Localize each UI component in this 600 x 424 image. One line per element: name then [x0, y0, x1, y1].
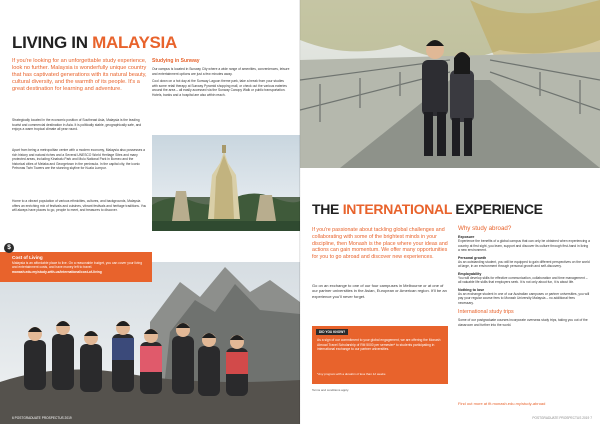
reason-title: Employability: [458, 271, 482, 276]
terms-note: Terms and conditions apply.: [312, 388, 349, 392]
sunway-paragraph-1: Our campus is located in Sunway City where a wide range of amenities, conveniences, leisure and entertainment options are just a few minutes away.: [152, 67, 290, 76]
cost-of-living-link[interactable]: monash.edu.my/study-with-us/international/cost-of-living: [12, 269, 102, 274]
reason-item: [458, 272, 590, 285]
sunway-paragraph-2: Cool down on a hot day at the Sunway Lagoon theme park, take a break from your studies with some retail therapy at Sunway Pyramid shopping mall, or check out the various eateries around the area – all easily accessed via the Sunway Canopy Walk or public transportation. Hotels, banks and a hospital are also within reach.: [152, 79, 287, 97]
students-bridge-photo: [300, 0, 600, 168]
reason-text: As an outstanding student, you will be equipped to gain different perspectives on the world at large, in an environment through personal growth and self-discovery.: [458, 259, 590, 268]
right-page: [300, 0, 600, 424]
dollar-icon: $: [4, 243, 14, 253]
reason-title: Exposure: [458, 235, 475, 239]
reason-title: Personal growth: [458, 255, 487, 260]
students-group-photo: [0, 262, 300, 424]
reason-item: [458, 288, 590, 306]
left-page-title: LIVING IN MALAYSIA: [12, 33, 177, 52]
left-body-paragraph-2: Apart from being a metropolitan centre with a modern economy, Malaysia also possesses a rich history and natural riches and a Several UNESCO World Heritage Sites and many protected areas, including Kinabalu Park and Mulu National Park in Borneo and the historical cities of Melaka and Georgetown in the peninsula. In the capital city, the iconic Petronas Twin Towers are the stunning skyline for Kuala Lumpur.: [12, 148, 145, 171]
left-page-folio: 6 POSTGRADUATE PROSPECTUS 2019: [12, 416, 72, 420]
reason-item: [458, 235, 590, 253]
sunway-heading: Studying in Sunway: [152, 58, 200, 64]
reason-text: As an exchange student in one of our Australian campuses or partner universities, you will pay your regular course fees to Monash University Malaysia – no additional fees necessary.: [458, 291, 590, 305]
sunway-resort-photo: [152, 135, 300, 231]
sunway-section: [152, 58, 290, 98]
did-you-know-text: As a sign of our commitment to your global engagement, we are offering the Monash Abroad Travel Scholarship of RM 5000 per semester* to students participating in international exchange to our partner universities.: [317, 338, 441, 351]
reason-text: Experience the benefits of a global campus that can only be obtained when experiencing a country at first sight, you learn, support and discover its culture through first-hand in living a new environment.: [458, 239, 590, 252]
reason-item: [458, 256, 590, 269]
right-page-title: THE INTERNATIONAL EXPERIENCE: [312, 201, 543, 217]
right-body: Go on an exchange to one of our four campuses in Melbourne or at one of our partner universities in the Asian, European or American region. It'll be an experience you'll never forget.: [312, 283, 447, 299]
did-you-know-footnote: *Any program with a duration of less than 12 weeks.: [317, 372, 387, 376]
left-body-paragraph-1: Strategically located in the economic position of Southeast Asia, Malaysia is the leading tourist and commercial destination in Asia. It is politically stable, geographically safe, and enjoys a warm tropical climate all year round.: [12, 118, 142, 132]
why-study-abroad-section: [458, 225, 590, 327]
cost-of-living-title: Cost of Living: [12, 255, 43, 260]
right-intro: If you're passionate about tackling global challenges and collaborating with some of the brightest minds in your discipline, then Monash is the place where your ideas and actions can gain momentum. We offer many opportunities for you to go abroad and discover new experiences.: [312, 227, 448, 261]
did-you-know-label: DID YOU KNOW?: [316, 329, 348, 335]
right-page-folio: POSTGRADUATE PROSPECTUS 2019 7: [532, 416, 592, 420]
reason-title: Nothing to lose: [458, 287, 485, 292]
did-you-know-box: [312, 326, 448, 384]
find-out-more-link[interactable]: Find out more at fit.monash.edu.my/study-abroad: [458, 401, 546, 406]
spread-gutter: [299, 0, 301, 424]
reason-text: You will develop skills for effective communication, collaboration and time management – all valuable life skills that employers seek. It is not only about fun, it is about life.: [458, 275, 588, 284]
left-intro: If you're looking for an unforgettable study experience, look no further. Malaysia is wonderfully unique country that has captivated generations with its natural beauty, cultural diversity, and the warmth of its people. It's a great destination for learning and adventure.: [12, 58, 147, 92]
left-body-paragraph-3: Home to a vibrant population of various ethnicities, cultures, and backgrounds, Malaysia offers an enriching mix of festivals and cuisines, vibrant festivals and heritage traditions. You will always have places to go, people to meet, and treasures to discover.: [12, 199, 147, 213]
why-study-abroad-heading: Why study abroad?: [458, 225, 512, 232]
cost-of-living-text: Malaysia is an affordable place to live. On a reasonable budget, you can cover your living and entertainment costs, and have money left to travel. monash.edu.my/study-with-us/international/cost-of-living: [12, 261, 143, 274]
study-trips-text: Some of our postgraduate courses incorporate overseas study trips, taking you out of the classroom and further into the world.: [458, 318, 588, 327]
study-trips-heading: International study trips: [458, 309, 514, 315]
